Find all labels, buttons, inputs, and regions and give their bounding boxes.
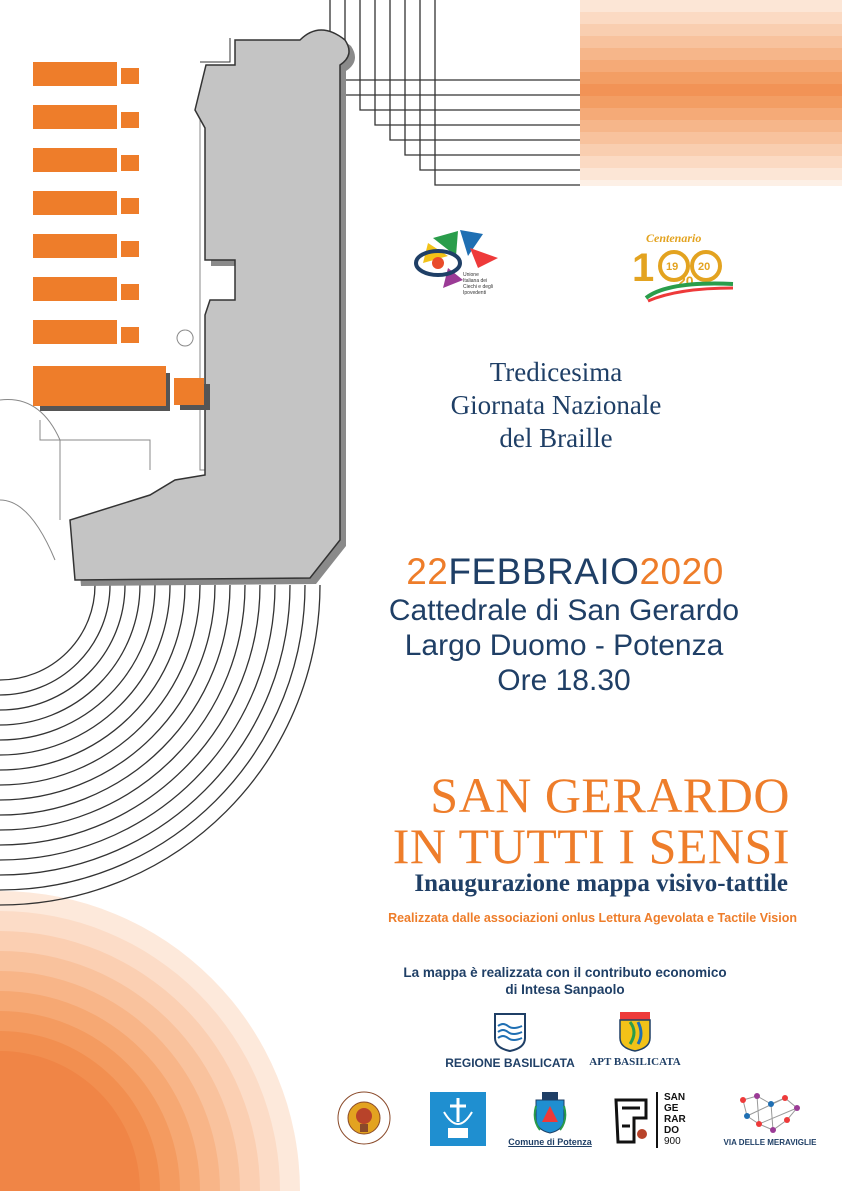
edition-line: Tredicesima	[489, 357, 623, 387]
regione-basilicata-logo	[440, 1012, 580, 1070]
bottom-left-gradient	[0, 891, 300, 1191]
svg-text:1: 1	[632, 246, 655, 290]
apt-basilicata-logo	[585, 1010, 685, 1068]
via-label: VIA DELLE MERAVIGLIE	[723, 1138, 817, 1147]
event-edition	[380, 356, 732, 455]
diocesi-seal-icon	[336, 1090, 392, 1146]
venue-line: Largo Duomo - Potenza	[404, 629, 724, 662]
comune-crest-icon	[532, 1090, 568, 1134]
arcidiocesi-logo-icon	[430, 1092, 486, 1146]
orange-bar	[33, 148, 117, 172]
san-gerardo-text: SAN GE RAR DO 900	[664, 1092, 686, 1147]
date-year: 2020	[639, 551, 724, 592]
top-steps	[330, 0, 580, 185]
bottom-steps	[0, 585, 320, 905]
svg-text:Centenario: Centenario	[646, 231, 702, 245]
divider	[656, 1092, 658, 1148]
centenario-logo	[628, 226, 738, 306]
orange-bar	[33, 366, 166, 406]
svg-text:Italiana dei: Italiana dei	[463, 278, 488, 284]
event-venue	[330, 593, 798, 698]
regione-label: REGIONE BASILICATA	[445, 1056, 575, 1070]
via-meraviglie-logo	[720, 1090, 820, 1147]
orange-bar	[33, 320, 117, 344]
network-map-icon	[735, 1090, 805, 1136]
date-month: FEBBRAIO	[448, 551, 640, 592]
apt-shield-icon	[618, 1010, 652, 1052]
svg-text:Unione: Unione	[463, 272, 479, 278]
svg-text:Ciechi e degli: Ciechi e degli	[463, 284, 494, 290]
orange-bar	[33, 234, 117, 258]
orange-bar	[33, 105, 117, 129]
venue-line: Cattedrale di San Gerardo	[388, 594, 740, 627]
regione-shield-icon	[493, 1012, 527, 1052]
date-day: 22	[406, 551, 449, 592]
event-date	[340, 550, 790, 594]
san-gerardo-900-logo	[612, 1092, 718, 1150]
edition-line: Giornata Nazionale	[450, 390, 662, 420]
edition-line: del Braille	[499, 423, 613, 453]
top-right-gradient	[580, 0, 842, 186]
orange-bar	[33, 62, 117, 86]
sponsor-line: La mappa è realizzata con il contributo economico	[403, 965, 727, 980]
headline-line: SAN GERARDO	[430, 767, 790, 823]
orange-bar	[33, 191, 117, 215]
svg-text:19: 19	[666, 261, 679, 273]
headline-line: IN TUTTI I SENSI	[392, 818, 790, 874]
credits: Realizzata dalle associazioni onlus Lettura Agevolata e Tactile Vision	[388, 911, 797, 925]
sponsor-note	[340, 964, 790, 998]
svg-text:20: 20	[698, 261, 711, 273]
sponsor-line: di Intesa Sanpaolo	[505, 982, 625, 997]
orange-bars	[33, 62, 210, 411]
svg-text:20: 20	[678, 273, 694, 289]
headline	[320, 767, 790, 874]
uici-logo	[408, 228, 508, 298]
svg-text:Ipovedenti: Ipovedenti	[463, 290, 487, 296]
san-gerardo-figure-icon	[612, 1096, 652, 1146]
orange-bar	[33, 277, 117, 301]
venue-line: Ore 18.30	[497, 664, 631, 697]
comune-label: Comune di Potenza	[508, 1137, 592, 1147]
apt-label: APT BASILICATA	[589, 1056, 681, 1068]
headline-subtitle: Inaugurazione mappa visivo-tattile	[414, 870, 788, 897]
comune-potenza-logo	[505, 1090, 595, 1147]
